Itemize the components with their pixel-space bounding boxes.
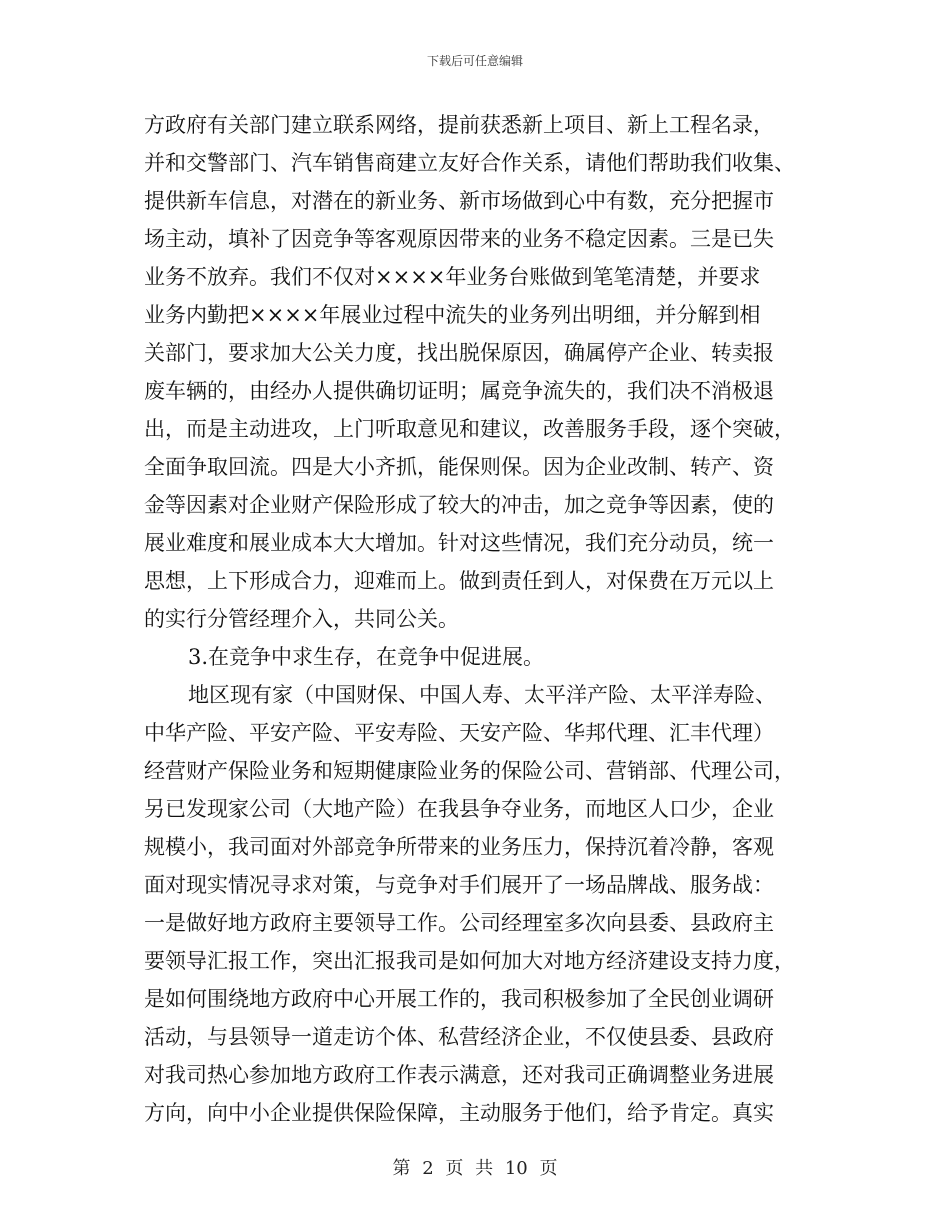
document-body: [144, 106, 824, 1132]
body-line: 中华产险、平安产险、平安寿险、天安产险、华邦代理、汇丰代理）: [144, 721, 774, 745]
body-line: 提供新车信息，对潜在的新业务、新市场做到心中有数，充分把握市: [144, 189, 774, 213]
body-line: 活动，与县领导一道走访个体、私营经济企业，不仅使县委、县政府: [144, 1025, 774, 1049]
page-number-footer: 第 2 页 共 10 页: [392, 1158, 558, 1179]
section-heading: 3.在竞争中求生存，在竞争中促进展。: [188, 645, 545, 669]
body-line: 金等因素对企业财产保险形成了较大的冲击，加之竞争等因素，使的: [144, 493, 774, 517]
body-line: 思想，上下形成合力，迎难而上。做到责任到人，对保费在万元以上: [144, 569, 774, 593]
body-line: 的实行分管经理介入，共同公关。: [144, 607, 459, 631]
body-line: 废车辆的，由经办人提供确切证明；属竞争流失的，我们决不消极退: [144, 379, 774, 403]
body-line: 场主动，填补了因竞争等客观原因带来的业务不稳定因素。三是已失: [144, 227, 774, 251]
body-line: 经营财产保险业务和短期健康险业务的保险公司、营销部、代理公司，: [144, 759, 795, 783]
body-line: 业务内勤把××××年展业过程中流失的业务列出明细，并分解到相: [144, 303, 761, 327]
body-line: 对我司热心参加地方政府工作表示满意，还对我司正确调整业务进展: [144, 1063, 774, 1087]
page-header: 下载后可任意编辑: [426, 54, 523, 68]
body-line: 方向，向中小企业提供保险保障，主动服务于他们，给予肯定。真实: [144, 1101, 774, 1125]
body-line: 要领导汇报工作，突出汇报我司是如何加大对地方经济建设支持力度，: [144, 949, 795, 973]
body-line: 规模小，我司面对外部竞争所带来的业务压力，保持沉着冷静，客观: [144, 835, 774, 859]
body-line: 业务不放弃。我们不仅对××××年业务台账做到笔笔清楚，并要求: [144, 265, 761, 289]
body-line: 全面争取回流。四是大小齐抓，能保则保。因为企业改制、转产、资: [144, 455, 774, 479]
body-line: 一是做好地方政府主要领导工作。公司经理室多次向县委、县政府主: [144, 911, 774, 935]
body-line: 是如何围绕地方政府中心开展工作的，我司积极参加了全民创业调研: [144, 987, 774, 1011]
body-line: 地区现有家（中国财保、中国人寿、太平洋产险、太平洋寿险、: [188, 683, 776, 707]
body-line: 方政府有关部门建立联系网络，提前获悉新上项目、新上工程名录，: [144, 113, 774, 137]
body-line: 另已发现家公司（大地产险）在我县争夺业务，而地区人口少，企业: [144, 797, 774, 821]
body-line: 出，而是主动进攻，上门听取意见和建议，改善服务手段，逐个突破，: [144, 417, 795, 441]
body-line: 并和交警部门、汽车销售商建立友好合作关系，请他们帮助我们收集、: [144, 151, 795, 175]
body-line: 关部门，要求加大公关力度，找出脱保原因，确属停产企业、转卖报: [144, 341, 774, 365]
body-line: 面对现实情况寻求对策，与竞争对手们展开了一场品牌战、服务战：: [144, 873, 774, 897]
body-line: 展业难度和展业成本大大增加。针对这些情况，我们充分动员，统一: [144, 531, 774, 555]
